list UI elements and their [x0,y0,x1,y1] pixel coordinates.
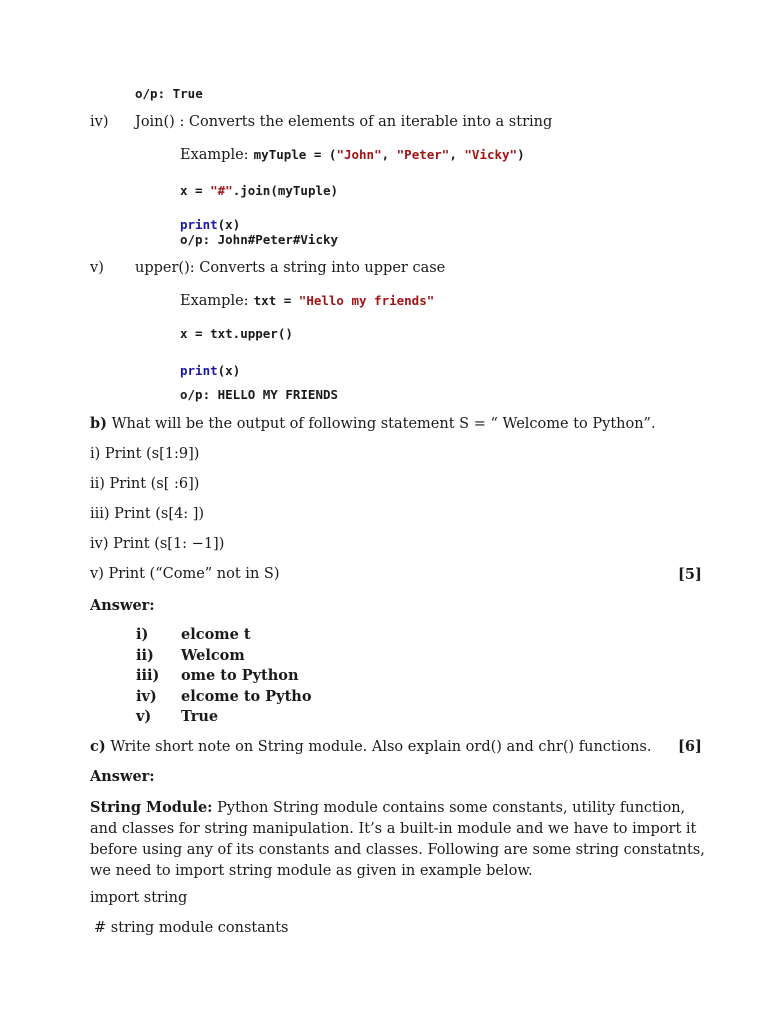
join-example-line-1: Example: myTuple = ("John", "Peter", "Vicky") [180,147,525,163]
upper-item-number: v) [90,260,104,276]
code-text: myTuple = ( [253,147,337,162]
answer-number: v) [136,708,152,725]
string-module-paragraph [90,797,710,882]
code-keyword: print [180,363,218,378]
string-module-text: Python String module contains some constants, utility function, and classes for string manipulation. It’s a built-in module and we have to import it before using any of its constants and classes. Following are some string constatnts, we need to import string module as given in example below. [90,800,705,879]
upper-heading: upper(): Converts a string into upper case [135,260,446,276]
question-b-item: v) Print (“Come” not in S) [90,566,280,582]
question-b-item: ii) Print (s[ :6]) [90,476,200,492]
example-label: Example: [180,293,249,309]
upper-output: o/p: HELLO MY FRIENDS [180,387,339,402]
code-string: "Peter" [396,147,450,162]
code-keyword: print [180,217,218,232]
answer-number: i) [136,626,149,643]
join-output: o/p: John#Peter#Vicky [180,232,339,247]
answer-text: True [181,708,219,725]
question-b-item: iv) Print (s[1: −1]) [90,536,225,552]
join-example-line-2: x = "#".join(myTuple) [180,183,339,198]
question-b-marks: [5] [678,566,702,583]
string-module-label: String Module: [90,799,213,816]
answer-number: iv) [136,688,157,705]
import-line: import string [90,890,188,906]
answer-c-label: Answer: [90,768,155,785]
answer-text: elcome to Pytho [181,688,312,705]
join-print-line: print(x) [180,217,241,232]
upper-print-line: print(x) [180,363,241,378]
answer-number: iii) [136,667,160,684]
answer-text: ome to Python [181,667,299,684]
answer-number: ii) [136,647,154,664]
question-label: b) [90,415,107,432]
example-label: Example: [180,147,249,163]
previous-output: o/p: True [135,86,203,101]
question-c [90,738,652,755]
join-heading: Join() : Converts the elements of an iterable into a string [135,114,553,130]
answer-text: Welcom [181,647,245,664]
answer-text: elcome t [181,626,251,643]
question-text: What will be the output of following statement S = “ Welcome to Python”. [111,416,656,432]
code-string: "John" [336,147,382,162]
comment-line: # string module constants [94,920,289,936]
question-c-marks: [6] [678,738,702,755]
question-b [90,415,656,432]
code-string: "Vicky" [464,147,518,162]
code-string: "#" [210,183,233,198]
answer-b-label: Answer: [90,597,155,614]
join-item-number: iv) [90,114,109,130]
code-string: "Hello my friends" [298,293,435,308]
question-label: c) [90,738,106,755]
question-b-item: iii) Print (s[4: ]) [90,506,205,522]
question-text: Write short note on String module. Also explain ord() and chr() functions. [110,739,652,755]
question-b-item: i) Print (s[1:9]) [90,446,200,462]
upper-example-line-2: x = txt.upper() [180,326,293,341]
upper-example-line-1: Example: txt = "Hello my friends" [180,293,435,309]
